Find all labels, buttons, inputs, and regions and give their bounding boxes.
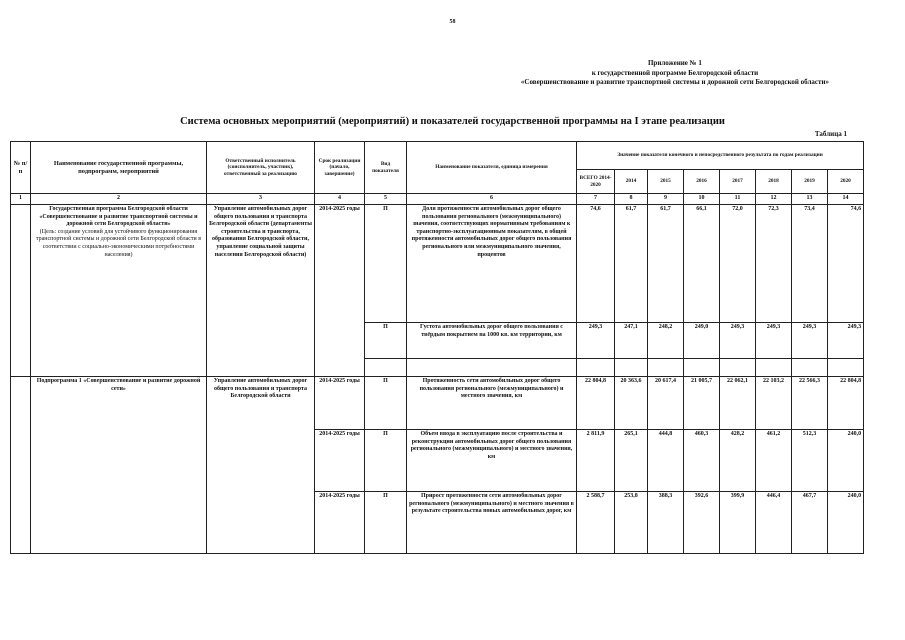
value-cell: 22 103,2 [756,377,792,430]
value-cell: 2 811,9 [577,430,615,492]
subprogram-executor: Управление автомобильных дорог общего пользования и транспорта Белгородской области [207,377,315,554]
value-cell: 249,3 [577,323,615,359]
indicator-name: Доля протяженности автомобильных дорог общего пользования регионального (межмуниципального) значения, соответствующих нормативным требованиям к транспортно-эксплуатационным показателям, в общей протяженности автомобильных дорог общего пользования регионального или межмуниципального значения, процентов [407,205,577,323]
col-number: 1 [11,194,31,205]
empty-cell [407,359,577,377]
empty-cell [365,359,407,377]
program-period: 2014-2025 годы [315,205,365,377]
table-row [11,377,864,430]
table-label: Таблица 1 [814,130,847,138]
empty-cell [577,359,615,377]
value-cell: 21 005,7 [684,377,720,430]
subprogram-period: 2014-2025 годы [315,377,365,430]
indicator-name: Прирост протяженности сети автомобильных дорог регионального (межмуниципального) и местного значения в результате строительства новых автомобильных дорог, км [407,492,577,554]
value-cell: 61,7 [648,205,684,323]
value-cell: 467,7 [792,492,828,554]
header-executor: Ответственный исполнитель (соисполнитель, участник), ответственный за реализацию [207,142,315,194]
empty-cell [828,359,864,377]
value-cell: 249,0 [684,323,720,359]
value-cell: 248,2 [648,323,684,359]
header-year-total: ВСЕГО 2014-2020 [577,170,615,194]
value-cell: 72,0 [720,205,756,323]
header-year-2017: 2017 [720,170,756,194]
value-cell: 66,1 [684,205,720,323]
indicator-type: П [365,377,407,430]
col-number: 3 [207,194,315,205]
header-num: № п/п [11,142,31,194]
col-number: 5 [365,194,407,205]
value-cell: 249,3 [720,323,756,359]
appendix-header [521,59,829,88]
indicator-type: П [365,205,407,323]
appendix-line-1: Приложение № 1 [647,59,702,67]
value-cell: 20 617,4 [648,377,684,430]
empty-cell [684,359,720,377]
value-cell: 74,6 [828,205,864,323]
header-year-2018: 2018 [756,170,792,194]
program-executor: Управление автомобильных дорог общего пользования и транспорта Белгородской области (департаменты строительства и транспорта, образования Белгородской области, управление социальной защиты населения Белгородской области) [207,205,315,377]
col-number: 13 [792,194,828,205]
subprogram-num-cell [11,377,31,554]
document-title: Система основных мероприятий (мероприятий) и показателей государственной программы на I этапе реализации [180,116,725,127]
value-cell: 240,0 [828,430,864,492]
value-cell: 249,3 [828,323,864,359]
header-row-1 [11,142,864,170]
indicator-name: Густота автомобильных дорог общего пользования с твёрдым покрытием на 1000 кв. км территории, км [407,323,577,359]
empty-cell [648,359,684,377]
value-cell: 240,0 [828,492,864,554]
empty-cell [792,359,828,377]
value-cell: 22 804,8 [828,377,864,430]
value-cell: 22 062,1 [720,377,756,430]
col-number: 10 [684,194,720,205]
indicator-type: П [365,492,407,554]
subprogram-name: Подпрограмма 1 «Совершенствование и развитие дорожной сети» [31,377,207,554]
value-cell: 22 804,8 [577,377,615,430]
col-number: 7 [577,194,615,205]
empty-cell [720,359,756,377]
header-year-2016: 2016 [684,170,720,194]
value-cell: 61,7 [615,205,648,323]
program-name: Государственная программа Белгородской области «Совершенствование и развитие транспортной системы и дорожной сети Белгородской области» [39,206,198,228]
header-type: Вид показателя [365,142,407,194]
table-row [11,205,864,323]
indicator-name: Объем ввода в эксплуатацию после строительства и реконструкции автомобильных дорог общего пользования регионального (межмуниципального) и местного значения, км [407,430,577,492]
column-number-row [11,194,864,205]
col-number: 9 [648,194,684,205]
header-name: Наименование государственной программы, подпрограмм, мероприятий [31,142,207,194]
header-year-2014: 2014 [615,170,648,194]
col-number: 14 [828,194,864,205]
value-cell: 73,4 [792,205,828,323]
subprogram-period: 2014-2025 годы [315,492,365,554]
value-cell: 512,3 [792,430,828,492]
value-cell: 247,1 [615,323,648,359]
subprogram-period: 2014-2025 годы [315,430,365,492]
value-cell: 20 363,6 [615,377,648,430]
header-period: Срок реализации (начало, завершение) [315,142,365,194]
value-cell: 265,1 [615,430,648,492]
value-cell: 74,6 [577,205,615,323]
value-cell: 446,4 [756,492,792,554]
indicator-name: Протяженность сети автомобильных дорог общего пользования регионального (межмуниципального) и местного значения, км [407,377,577,430]
appendix-line-3: «Совершенствование и развитие транспортной системы и дорожной сети Белгородской области» [520,78,829,86]
value-cell: 460,3 [684,430,720,492]
value-cell: 22 566,3 [792,377,828,430]
header-indicator: Наименование показателя, единица измерения [407,142,577,194]
page-number: 58 [449,19,456,25]
col-number: 4 [315,194,365,205]
program-num-cell [11,205,31,377]
value-cell: 399,9 [720,492,756,554]
value-cell: 249,3 [792,323,828,359]
col-number: 6 [407,194,577,205]
col-number: 11 [720,194,756,205]
indicator-type: П [365,323,407,359]
col-number: 2 [31,194,207,205]
value-cell: 388,3 [648,492,684,554]
empty-cell [756,359,792,377]
value-cell: 249,3 [756,323,792,359]
indicator-type: П [365,430,407,492]
appendix-line-2: к государственной программе Белгородской области [591,68,759,77]
header-year-2015: 2015 [648,170,684,194]
program-goal: (Цель: создание условий для устойчивого функционирования транспортной системы и дорожной сети Белгородской области в соответствии с социально-экономическими потребностями населения) [35,228,202,258]
header-year-2020: 2020 [828,170,864,194]
header-values-group: Значение показателя конечного и непосредственного результата по годам реализации [577,142,864,170]
header-year-2019: 2019 [792,170,828,194]
value-cell: 253,8 [615,492,648,554]
col-number: 8 [615,194,648,205]
program-name-cell [31,205,207,377]
value-cell: 428,2 [720,430,756,492]
value-cell: 72,3 [756,205,792,323]
value-cell: 461,2 [756,430,792,492]
value-cell: 444,8 [648,430,684,492]
measures-table [10,141,864,554]
empty-cell [615,359,648,377]
value-cell: 392,6 [684,492,720,554]
col-number: 12 [756,194,792,205]
value-cell: 2 588,7 [577,492,615,554]
